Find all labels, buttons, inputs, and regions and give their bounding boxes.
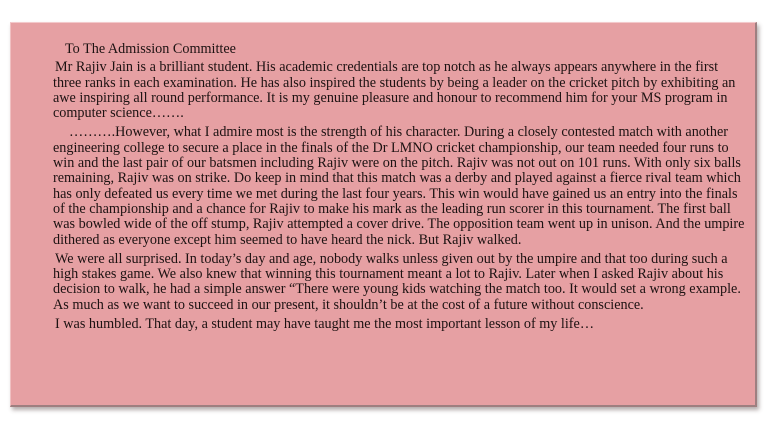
letter-paragraph-intro: Mr Rajiv Jain is a brilliant student. His academic credentials are top notch as he always appears anywhere in the first three ranks in each examination. He has also inspired the students by being a leader on the cricket pitch by exhibiting an awe inspiring all round performance. It is my genuine pleasure and honour to recommend him for your MS program in computer science……. [53, 59, 736, 122]
recommendation-letter-box [10, 22, 757, 407]
letter-paragraph-reflection: We were all surprised. In today’s day and age, nobody walks unless given out by the umpire and that too during such a high stakes game. We also knew that winning this tournament meant a lot to Rajiv. Later when I asked Rajiv about his decision to walk, he had a simple answer “There were young kids watching the match too. It would set a wrong example. As much as we want to succeed in our present, it shouldn’t be at the cost of a future without conscience. [53, 250, 741, 313]
letter-salutation: To The Admission Committee [65, 41, 236, 57]
letter-paragraph-story: ……….However, what I admire most is the strength of his character. During a closely contested match with another engineering college to secure a place in the finals of the Dr LMNO cricket championship, our team needed four runs to win and the last pair of our batsmen including Rajiv were on the pitch. Rajiv was not out on 101 runs. With only six balls remaining, Rajiv was on strike. Do keep in mind that this match was a derby and played against a fierce rival team which has only defeated us every time we met during the last four years. This win would have gained us an entry into the finals of the championship and a chance for Rajiv to make his mark as the leading run scorer in this tournament. The first ball was bowled wide of the off stump, Rajiv attempted a cover drive. The opposition team went up in unison. And the umpire dithered as everyone except him seemed to have heard the nick. But Rajiv walked. [53, 124, 745, 248]
letter-paragraph-closing: I was humbled. That day, a student may have taught me the most important lesson of my life… [55, 316, 595, 333]
